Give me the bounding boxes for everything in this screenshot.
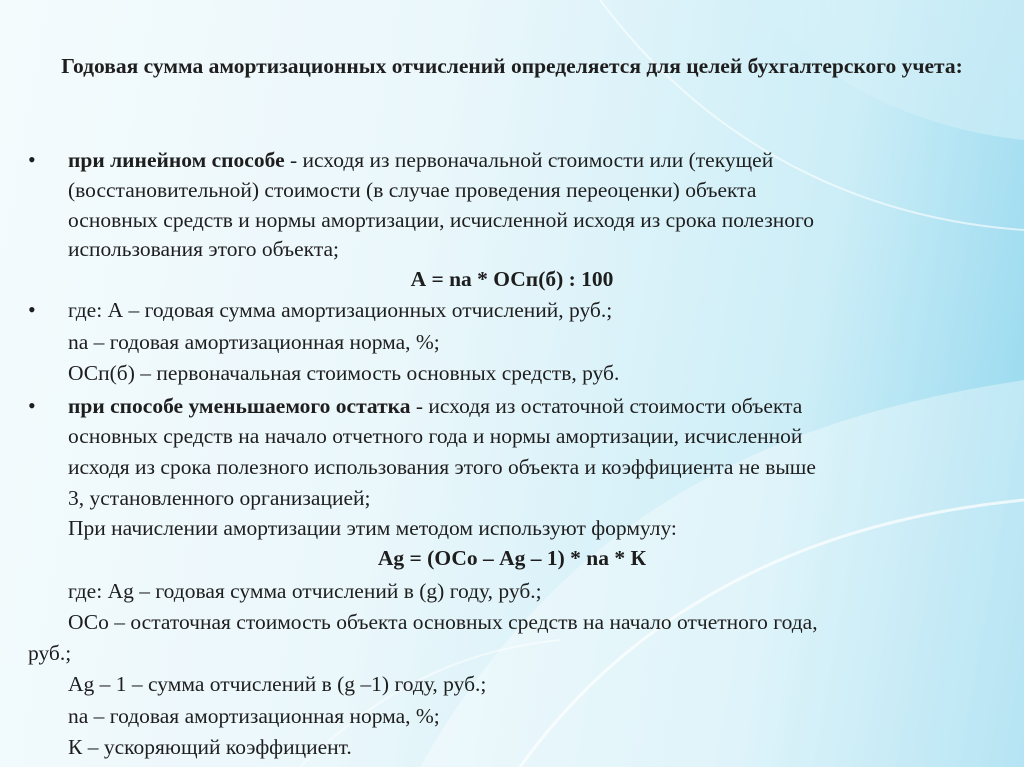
bullet-marker-declining: • — [28, 393, 36, 418]
linear-formula: А = nа * ОСп(б) : 100 — [410, 267, 614, 291]
bullet-marker-where: • — [28, 297, 36, 322]
linear-text-2: (восстановительной) стоимости (в случае проведения переоценки) объекта — [68, 178, 757, 202]
declining-text-1: - исходя из остаточной стоимости объекта — [410, 394, 803, 418]
declining-heading: при способе уменьшаемого остатка — [68, 394, 411, 418]
declining-where-1: где: Аg – годовая сумма отчислений в (g) году, руб.; — [68, 579, 542, 603]
linear-line-1 — [68, 146, 773, 174]
declining-where-2b: руб.; — [28, 641, 72, 665]
slide-title: Годовая сумма амортизационных отчислений определяется для целей бухгалтерского учета: — [61, 54, 963, 78]
linear-where-1: где: А – годовая сумма амортизационных отчислений, руб.; — [68, 298, 613, 322]
linear-text-4: использования этого объекта; — [68, 237, 340, 261]
bullet-marker-linear: • — [28, 147, 36, 172]
declining-text-2: основных средств на начало отчетного года и нормы амортизации, исчисленной — [68, 424, 803, 448]
declining-text-4: 3, установленного организацией; — [68, 486, 371, 510]
declining-text-5: При начислении амортизации этим методом используют формулу: — [68, 516, 677, 540]
linear-where-3: ОСп(б) – первоначальная стоимость основных средств, руб. — [68, 361, 620, 385]
declining-where-2: ОСо – остаточная стоимость объекта основных средств на начало отчетного года, — [68, 610, 818, 634]
linear-where-2: nа – годовая амортизационная норма, %; — [68, 330, 440, 354]
declining-text-3: исходя из срока полезного использования этого объекта и коэффициента не выше — [68, 455, 816, 479]
linear-text-1: - исходя из первоначальной стоимости или (текущей — [284, 148, 774, 172]
linear-heading: при линейном способе — [68, 148, 285, 172]
declining-where-3: Аg – 1 – сумма отчислений в (g –1) году, руб.; — [68, 672, 487, 696]
linear-text-3: основных средств и нормы амортизации, исчисленной исходя из срока полезного — [68, 208, 814, 232]
declining-where-4: nа – годовая амортизационная норма, %; — [68, 704, 440, 728]
declining-formula: Аg = (ОСо – Аg – 1) * nа * К — [377, 546, 647, 570]
declining-where-5: К – ускоряющий коэффициент. — [68, 735, 352, 759]
declining-line-1 — [68, 392, 802, 420]
